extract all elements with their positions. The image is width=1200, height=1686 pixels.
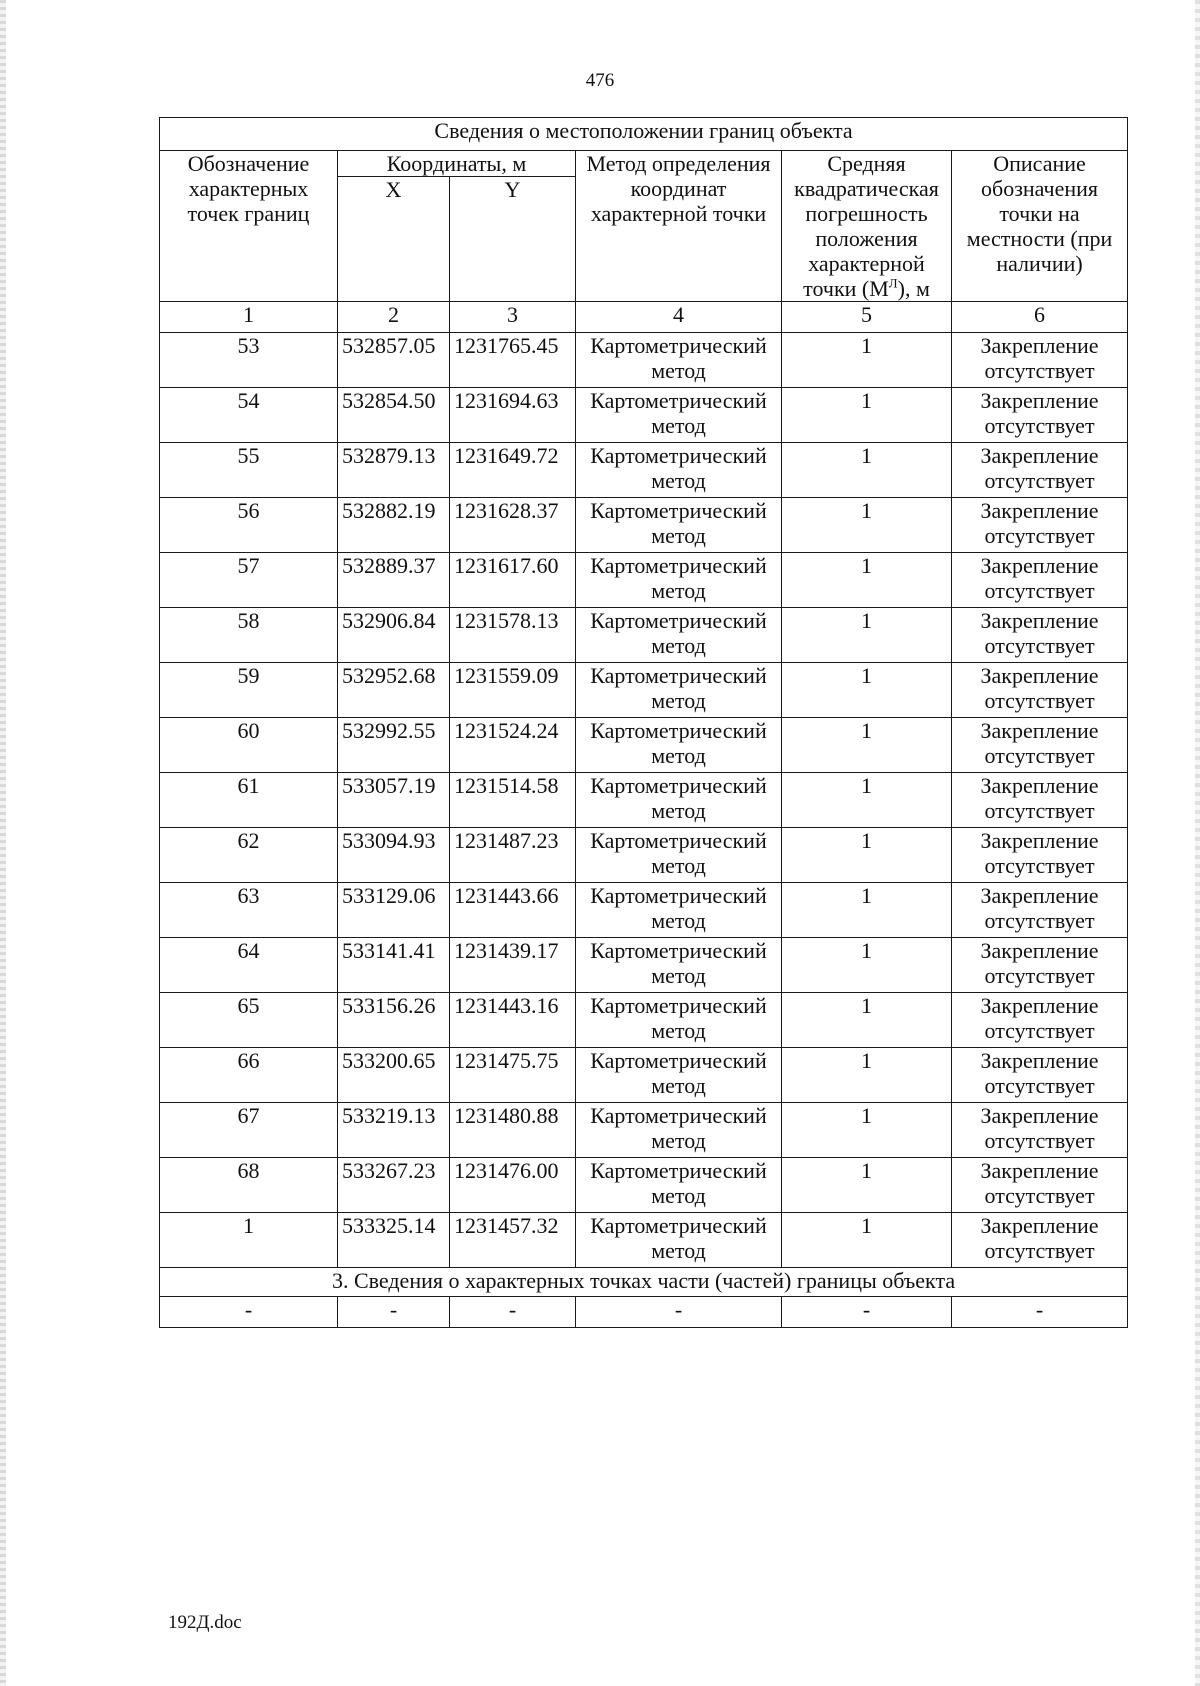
method-value: Картометрический метод [576, 388, 782, 443]
column-number: 3 [450, 302, 576, 333]
mean-error-value: 1 [782, 1158, 952, 1213]
coord-y-value: 1231578.13 [450, 608, 576, 663]
coord-x-value: 533141.41 [338, 938, 450, 993]
table-row [160, 608, 1128, 663]
section-3-row [160, 1268, 1128, 1297]
coord-y-value: 1231559.09 [450, 663, 576, 718]
table-row [160, 333, 1128, 388]
mean-error-value: 1 [782, 828, 952, 883]
coord-y-value: 1231480.88 [450, 1103, 576, 1158]
empty-cell: - [782, 1297, 952, 1328]
table-row [160, 443, 1128, 498]
description-value: Закрепление отсутствует [952, 333, 1128, 388]
mean-error-value: 1 [782, 718, 952, 773]
header-mean-error-tail: ), м [897, 276, 930, 301]
empty-cell: - [160, 1297, 338, 1328]
table-row [160, 663, 1128, 718]
coord-x-value: 533094.93 [338, 828, 450, 883]
section-3-empty-row [160, 1297, 1128, 1328]
method-value: Картометрический метод [576, 993, 782, 1048]
description-value: Закрепление отсутствует [952, 498, 1128, 553]
column-number: 4 [576, 302, 782, 333]
coord-x-value: 533057.19 [338, 773, 450, 828]
header-mean-error [782, 151, 952, 302]
method-value: Картометрический метод [576, 828, 782, 883]
method-value: Картометрический метод [576, 773, 782, 828]
point-number: 65 [160, 993, 338, 1048]
point-number: 60 [160, 718, 338, 773]
coord-y-value: 1231628.37 [450, 498, 576, 553]
table-row [160, 828, 1128, 883]
method-value: Картометрический метод [576, 1048, 782, 1103]
empty-cell: - [450, 1297, 576, 1328]
table-row [160, 773, 1128, 828]
scan-edge-left [0, 0, 6, 1686]
mean-error-value: 1 [782, 388, 952, 443]
coord-y-value: 1231765.45 [450, 333, 576, 388]
empty-cell: - [338, 1297, 450, 1328]
table-title: Сведения о местоположении границ объекта [160, 118, 1128, 151]
point-number: 61 [160, 773, 338, 828]
coord-y-value: 1231649.72 [450, 443, 576, 498]
boundary-points-table [159, 117, 1128, 1328]
coord-x-value: 532952.68 [338, 663, 450, 718]
mean-error-value: 1 [782, 608, 952, 663]
method-value: Картометрический метод [576, 718, 782, 773]
coord-x-value: 533219.13 [338, 1103, 450, 1158]
table-row [160, 1213, 1128, 1268]
point-number: 58 [160, 608, 338, 663]
description-value: Закрепление отсутствует [952, 993, 1128, 1048]
mean-error-value: 1 [782, 553, 952, 608]
point-number: 66 [160, 1048, 338, 1103]
table-row [160, 1048, 1128, 1103]
coord-y-value: 1231443.66 [450, 883, 576, 938]
method-value: Картометрический метод [576, 883, 782, 938]
description-value: Закрепление отсутствует [952, 828, 1128, 883]
column-number: 6 [952, 302, 1128, 333]
coord-y-value: 1231487.23 [450, 828, 576, 883]
section-3-title: 3. Сведения о характерных точках части (частей) границы объекта [160, 1268, 1128, 1297]
header-row [160, 151, 1128, 177]
point-number: 68 [160, 1158, 338, 1213]
description-value: Закрепление отсутствует [952, 1103, 1128, 1158]
table-row [160, 498, 1128, 553]
method-value: Картометрический метод [576, 1213, 782, 1268]
table-row [160, 938, 1128, 993]
table-row [160, 883, 1128, 938]
header-mean-error-text: Средняя квадратическая погрешность положения характерной точки (М [794, 151, 939, 301]
point-number: 53 [160, 333, 338, 388]
point-number: 54 [160, 388, 338, 443]
scan-edge-right [1195, 0, 1200, 1686]
method-value: Картометрический метод [576, 553, 782, 608]
header-x: X [338, 177, 450, 302]
coord-y-value: 1231617.60 [450, 553, 576, 608]
coord-y-value: 1231475.75 [450, 1048, 576, 1103]
header-description: Описание обозначения точки на местности (при наличии) [952, 151, 1128, 302]
coord-x-value: 532992.55 [338, 718, 450, 773]
coord-y-value: 1231476.00 [450, 1158, 576, 1213]
header-point-designation: Обозначение характерных точек границ [160, 151, 338, 302]
point-number: 57 [160, 553, 338, 608]
description-value: Закрепление отсутствует [952, 1158, 1128, 1213]
mean-error-value: 1 [782, 993, 952, 1048]
table-row [160, 993, 1128, 1048]
coord-x-value: 532882.19 [338, 498, 450, 553]
page-number: 476 [585, 70, 615, 91]
mean-error-value: 1 [782, 498, 952, 553]
description-value: Закрепление отсутствует [952, 883, 1128, 938]
point-number: 1 [160, 1213, 338, 1268]
coord-x-value: 532879.13 [338, 443, 450, 498]
method-value: Картометрический метод [576, 498, 782, 553]
table-row [160, 718, 1128, 773]
coord-x-value: 533200.65 [338, 1048, 450, 1103]
description-value: Закрепление отсутствует [952, 773, 1128, 828]
mean-error-value: 1 [782, 773, 952, 828]
point-number: 59 [160, 663, 338, 718]
description-value: Закрепление отсутствует [952, 1048, 1128, 1103]
table-row [160, 388, 1128, 443]
table-row [160, 1158, 1128, 1213]
point-number: 56 [160, 498, 338, 553]
coord-x-value: 533267.23 [338, 1158, 450, 1213]
mean-error-value: 1 [782, 663, 952, 718]
mean-error-value: 1 [782, 938, 952, 993]
point-number: 64 [160, 938, 338, 993]
empty-cell: - [576, 1297, 782, 1328]
description-value: Закрепление отсутствует [952, 663, 1128, 718]
coord-x-value: 532906.84 [338, 608, 450, 663]
coord-y-value: 1231443.16 [450, 993, 576, 1048]
point-number: 62 [160, 828, 338, 883]
column-number: 5 [782, 302, 952, 333]
method-value: Картометрический метод [576, 1158, 782, 1213]
coord-x-value: 533156.26 [338, 993, 450, 1048]
method-value: Картометрический метод [576, 608, 782, 663]
coord-x-value: 533129.06 [338, 883, 450, 938]
mean-error-value: 1 [782, 443, 952, 498]
header-coordinates: Координаты, м [338, 151, 576, 177]
column-number: 2 [338, 302, 450, 333]
method-value: Картометрический метод [576, 938, 782, 993]
table-row [160, 553, 1128, 608]
table-title-row [160, 118, 1128, 151]
coord-x-value: 532889.37 [338, 553, 450, 608]
coord-x-value: 533325.14 [338, 1213, 450, 1268]
coord-y-value: 1231439.17 [450, 938, 576, 993]
table-row [160, 1103, 1128, 1158]
mean-error-value: 1 [782, 883, 952, 938]
description-value: Закрепление отсутствует [952, 443, 1128, 498]
description-value: Закрепление отсутствует [952, 1213, 1128, 1268]
coord-y-value: 1231524.24 [450, 718, 576, 773]
footer-filename: 192Д.doc [168, 1612, 242, 1633]
header-method: Метод определения координат характерной точки [576, 151, 782, 302]
description-value: Закрепление отсутствует [952, 608, 1128, 663]
coord-y-value: 1231514.58 [450, 773, 576, 828]
point-number: 55 [160, 443, 338, 498]
mean-error-value: 1 [782, 333, 952, 388]
column-number: 1 [160, 302, 338, 333]
point-number: 67 [160, 1103, 338, 1158]
coord-y-value: 1231694.63 [450, 388, 576, 443]
description-value: Закрепление отсутствует [952, 938, 1128, 993]
point-number: 63 [160, 883, 338, 938]
coord-x-value: 532857.05 [338, 333, 450, 388]
description-value: Закрепление отсутствует [952, 553, 1128, 608]
column-number-row [160, 302, 1128, 333]
description-value: Закрепление отсутствует [952, 718, 1128, 773]
mean-error-value: 1 [782, 1048, 952, 1103]
empty-cell: - [952, 1297, 1128, 1328]
mean-error-value: 1 [782, 1103, 952, 1158]
coord-x-value: 532854.50 [338, 388, 450, 443]
method-value: Картометрический метод [576, 663, 782, 718]
coord-y-value: 1231457.32 [450, 1213, 576, 1268]
header-y: Y [450, 177, 576, 302]
header-mean-error-sup: Л [888, 275, 898, 291]
method-value: Картометрический метод [576, 333, 782, 388]
method-value: Картометрический метод [576, 443, 782, 498]
mean-error-value: 1 [782, 1213, 952, 1268]
method-value: Картометрический метод [576, 1103, 782, 1158]
description-value: Закрепление отсутствует [952, 388, 1128, 443]
